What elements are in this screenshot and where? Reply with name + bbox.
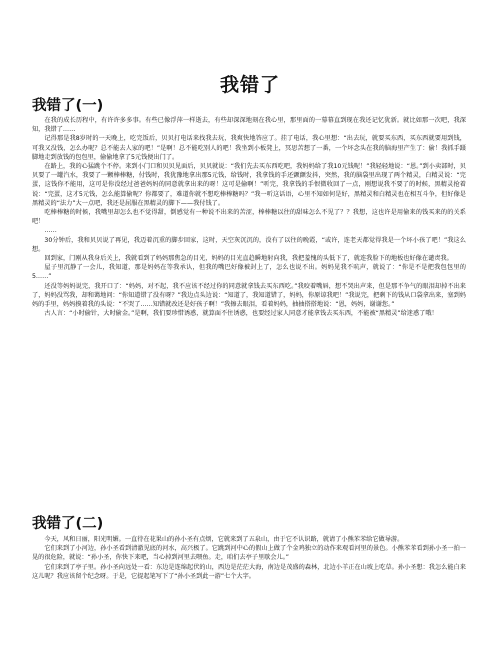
section-2-body	[32, 535, 466, 581]
paragraph: 记得那是我8岁时的一天晚上，吃完饭后，贝贝打电话来找我去玩，我爽快地答应了。挂了电话，我心里想：“出去玩，就要买东西，买东西就要用到钱，可我又没钱，怎么办呢？总不能去人家的吧！”是啊！总不能吃别人的吧！我坐到小板凳上，冥思苦想了一番，一个坏念头在我的脑海里产生了：偷！我抓手蹑脚地走到放钱的包包里，偷偷地拿了5元钱便出门了。	[32, 135, 466, 161]
paragraph: 它们来到了小河边，孙小圣看到清澈见底的河水，高兴极了。它跳到河中心的假山上做了个金鸡独立的动作来观看河里的景色。小熊苯苯看到孙小圣一拍一晃的很危险，就说：“孙小圣，你快下来吧，当心掉到河里去喂鱼。走，咱们去亭子里歇会儿。”	[32, 545, 466, 562]
paragraph: 回到家，门刚从我身后关上，我就看到了妈妈那焦急的目光，妈妈的目光直趋瞬地射向我，我把羞愧的头低下了，就连我脸下的地板也好像在谴责我。	[44, 255, 453, 263]
document-title: 我错了	[219, 74, 280, 96]
paragraph: 今天，风和日丽，阳光明媚。一直待在花果山的孙小圣有点烦，它就来到了五泉山，由于它不认识路，就请了小熊苯苯给它做导游。	[44, 536, 404, 543]
paragraph: 古人言：“小时偷针，大时偷金。”是啊，我们要珍惜诱惑，就算面不住诱惑，也要经过家人同意才能拿钱去买东西，不能被“黑精灵”给迷惑了哦！	[44, 310, 438, 318]
paragraph: 30分钟后，我和贝贝说了再见，我迈着沉重的脚步回家，这时，天空灰沉沉的，没有了以往的晚霞，“或许，连老天都觉得我是一个坏小孩了吧！”我这么想。	[32, 236, 466, 253]
paragraph: 吃棒棒糖的时候，我嘴里却怎么也不觉得甜，倒感觉有一种说不出来的苦涩，棒棒糖以往的甜味怎么不见了？？我想，这也许是用偷来的钱买来的的关系吧！	[32, 209, 466, 226]
section-1-heading: 我错了(一)	[32, 98, 104, 114]
paragraph: ……	[44, 227, 57, 235]
section-1-body	[32, 116, 466, 318]
paragraph: 还没等妈妈说完，我开口了：“妈妈，对不起，我不应该不经过你的同意就拿钱去买东西吃。”我咬着嘴唇，想不哭出声来，但是那不争气的眼泪却掉不出来了，妈妈没骂我，却和蔼地问：“你知道错了没有呀？”我边点头边说：“知道了，我知道错了，妈妈，你原谅我吧！”我说完，把剩下的钱从口袋拿出来，塞到妈妈的手里，妈妈摸着我的头说：“不哭了……知错就改还是好孩子啊！”我擦去眼泪，看着妈妈，抽抽搭搭地说：“恩，妈妈，谢谢您。”	[32, 282, 466, 309]
section-2-heading: 我错了(二)	[32, 516, 104, 532]
paragraph: 它们来到了亭子里。孙小圣向远处一看：东边是连绵起伏的山，西边是茫茫大海，南边是茂盛的森林，北边小羊正在山坡上吃草。孙小圣想：我怎么能白来这儿呢？我应该留个纪念呀。于是，它提起笔写下了“孙小圣到此一游”七个大字。	[32, 563, 466, 580]
paragraph: 在我的成长历程中，有许许多多事。有些已像浮萍一样逝去，有些却深深地刻在我心里，那里面的一幕幕直到现在我还记忆犹新。就比如那一次吧，我深知，我错了……	[32, 117, 466, 134]
paragraph: 屋子里沉静了一会儿，我知道，那是妈妈在等我承认，但我的嘴巴好像被封上了，怎么也说不出。妈妈见我不吭声，就说了：“你是不是把我包包里的5……”	[32, 264, 466, 281]
paragraph: 在路上，我的心猛跳个不停。来到小门口和贝贝见面后，贝贝就说：“我们先去买东西吃吧，我妈妈给了我10元钱呢！”我轻轻地说：“恩。”到小卖部时，贝贝要了一罐汽水，我要了一颗棒棒糖，付钱时，我犹豫地拿出那5元钱，给钱时，我拿钱的手还颤颤发抖，突然，我的脑袋里出现了两个精灵，白精灵说：“完蛋，这钱你不能用，这可是你没经过爸爸妈妈的同意就拿出来的呀！这可是偷啊！”听完，我拿钱的手恨微收回了一点，刚想说我不要了的时候，黑精灵抢着说：“完蛋，这才5元钱，怎么能算偷呢？你都要了，难道你就不想吃棒棒糖吗？”我一听这话语，心里不知如何是好，黑精灵和白精灵也在相互斗争，但好像是黑精灵的“法力”大一点吧，我还是屈服在黑精灵的脚下——我付钱了。	[32, 163, 466, 207]
